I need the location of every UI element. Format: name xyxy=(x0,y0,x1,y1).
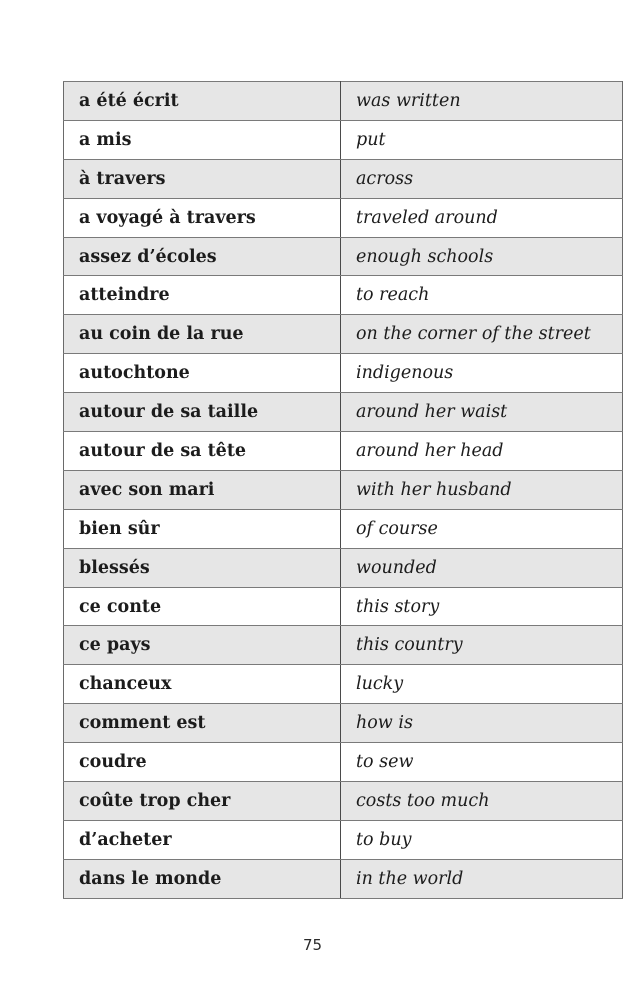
table-row xyxy=(64,198,623,237)
french-cell: ce pays xyxy=(64,626,341,665)
english-cell: with her husband xyxy=(341,470,623,509)
english-cell: across xyxy=(341,159,623,198)
english-cell: indigenous xyxy=(341,354,623,393)
french-cell: blessés xyxy=(64,548,341,587)
english-cell: costs too much xyxy=(341,782,623,821)
french-cell: autochtone xyxy=(64,354,341,393)
french-cell: bien sûr xyxy=(64,509,341,548)
french-cell: à travers xyxy=(64,159,341,198)
table-row xyxy=(64,548,623,587)
english-cell: lucky xyxy=(341,665,623,704)
table-row xyxy=(64,432,623,471)
french-cell: d’acheter xyxy=(64,820,341,859)
french-cell: a été écrit xyxy=(64,82,341,121)
french-cell: a voyagé à travers xyxy=(64,198,341,237)
vocab-table-body xyxy=(64,82,623,899)
english-cell: on the corner of the street xyxy=(341,315,623,354)
english-cell: this story xyxy=(341,587,623,626)
table-row xyxy=(64,159,623,198)
english-cell: enough schools xyxy=(341,237,623,276)
table-row xyxy=(64,820,623,859)
french-cell: autour de sa taille xyxy=(64,393,341,432)
table-row xyxy=(64,665,623,704)
french-cell: coûte trop cher xyxy=(64,782,341,821)
table-row xyxy=(64,626,623,665)
english-cell: to buy xyxy=(341,820,623,859)
table-row xyxy=(64,120,623,159)
table-row xyxy=(64,276,623,315)
table-row xyxy=(64,782,623,821)
english-cell: how is xyxy=(341,704,623,743)
french-cell: assez d’écoles xyxy=(64,237,341,276)
english-cell: to sew xyxy=(341,743,623,782)
english-cell: in the world xyxy=(341,859,623,898)
french-cell: autour de sa tête xyxy=(64,432,341,471)
english-cell: put xyxy=(341,120,623,159)
table-row xyxy=(64,237,623,276)
french-cell: a mis xyxy=(64,120,341,159)
table-row xyxy=(64,743,623,782)
french-cell: dans le monde xyxy=(64,859,341,898)
english-cell: to reach xyxy=(341,276,623,315)
table-row xyxy=(64,587,623,626)
english-cell: around her head xyxy=(341,432,623,471)
table-row xyxy=(64,859,623,898)
french-cell: au coin de la rue xyxy=(64,315,341,354)
english-cell: traveled around xyxy=(341,198,623,237)
table-row xyxy=(64,354,623,393)
french-cell: ce conte xyxy=(64,587,341,626)
english-cell: wounded xyxy=(341,548,623,587)
table-row xyxy=(64,470,623,509)
table-row xyxy=(64,509,623,548)
french-cell: comment est xyxy=(64,704,341,743)
table-row xyxy=(64,315,623,354)
english-cell: of course xyxy=(341,509,623,548)
french-cell: atteindre xyxy=(64,276,341,315)
english-cell: this country xyxy=(341,626,623,665)
french-cell: avec son mari xyxy=(64,470,341,509)
french-cell: chanceux xyxy=(64,665,341,704)
table-row xyxy=(64,704,623,743)
french-cell: coudre xyxy=(64,743,341,782)
page-number: 75 xyxy=(302,936,323,954)
english-cell: was written xyxy=(341,82,623,121)
table-row xyxy=(64,82,623,121)
table-row xyxy=(64,393,623,432)
vocab-table xyxy=(63,81,623,899)
english-cell: around her waist xyxy=(341,393,623,432)
